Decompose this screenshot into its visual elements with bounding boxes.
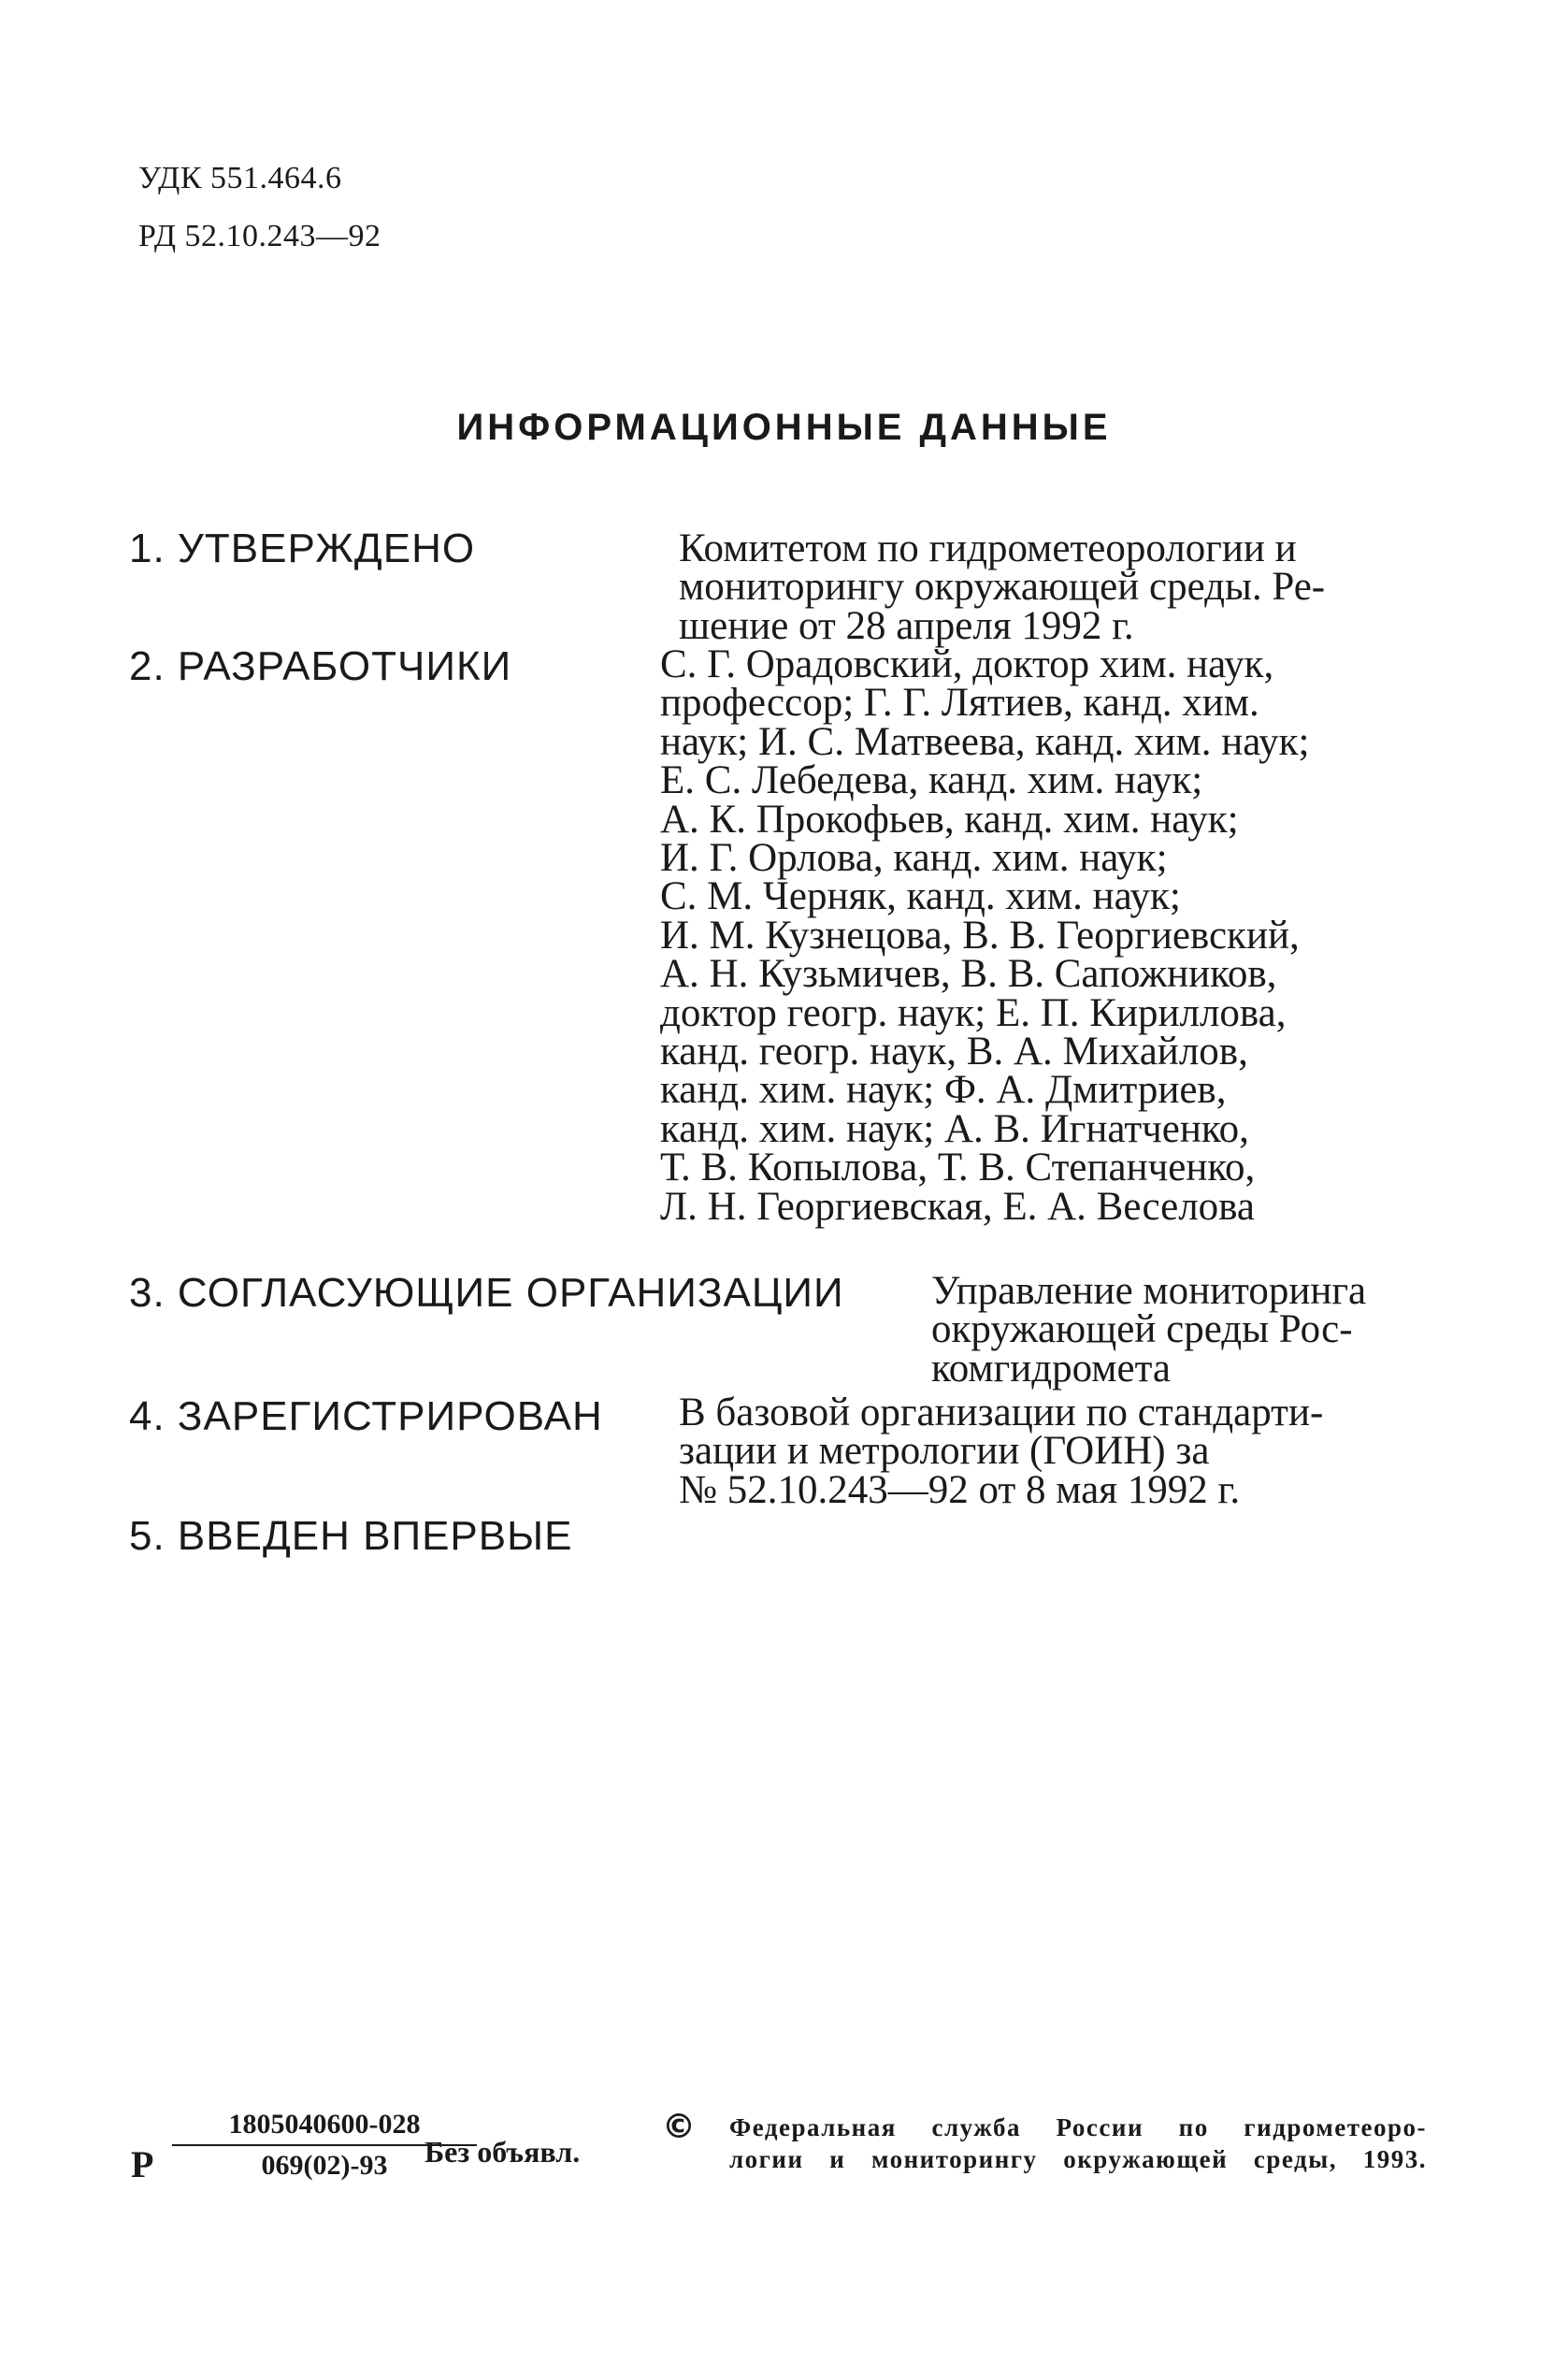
text-line: канд. хим. наук; А. В. Игнатченко, (660, 1106, 1249, 1151)
text-line: Федеральная служба России по гидрометеоро- (729, 2113, 1427, 2141)
text-line: А. К. Прокофьев, канд. хим. наук; (660, 797, 1239, 842)
text-line: В базовой организации по стандарти- (679, 1391, 1324, 1434)
text-line: Т. В. Копылова, Т. В. Степанченко, (660, 1146, 1256, 1190)
text-line: мониторингу окружающей среды. Ре- (679, 565, 1326, 610)
item-4-value (679, 1391, 1427, 1512)
item-4-label: 4. ЗАРЕГИСТРИРОВАН (129, 1393, 603, 1439)
item-3-label: 3. СОГЛАСУЮЩИЕ ОРГАНИЗАЦИИ (129, 1270, 844, 1316)
text-line: С. Г. Орадовский, доктор хим. наук, (660, 642, 1274, 686)
item-1-value (679, 526, 1427, 648)
text-line: А. Н. Кузьмичев, В. В. Сапожников, (660, 952, 1277, 997)
item-5-label: 5. ВВЕДЕН ВПЕРВЫЕ (129, 1513, 573, 1559)
no-announcement-note: Без объявл. (424, 2135, 581, 2169)
text-line: логии и мониторингу окружающей среды, 1993. (729, 2145, 1427, 2173)
text-line: № 52.10.243—92 от 8 мая 1992 г. (679, 1467, 1241, 1512)
item-3-value (931, 1269, 1427, 1391)
text-line: Л. Н. Георгиевская, Е. А. Веселова (660, 1184, 1255, 1229)
text-line: профессор; Г. Г. Лятиев, канд. хим. (660, 681, 1259, 726)
text-line: наук; И. С. Матвеева, канд. хим. наук; (660, 719, 1310, 764)
text-line: канд. хим. наук; Ф. А. Дмитриев, (660, 1068, 1227, 1113)
fraction-denominator: 069(02)-93 (261, 2150, 388, 2181)
item-2-label: 2. РАЗРАБОТЧИКИ (129, 643, 512, 689)
rd-code: РД 52.10.243—92 (138, 219, 381, 253)
fraction-numerator: 1805040600-028 (228, 2109, 421, 2140)
item-1-label: 1. УТВЕРЖДЕНО (129, 526, 476, 571)
text-line: зации и метрологии (ГОИН) за (679, 1429, 1210, 1474)
text-line: доктор геогр. наук; Е. П. Кириллова, (660, 990, 1287, 1035)
text-line: С. М. Черняк, канд. хим. наук; (660, 874, 1181, 919)
copyright-text (729, 2112, 1427, 2175)
text-line: канд. геогр. наук, В. А. Михайлов, (660, 1030, 1248, 1074)
text-line: И. М. Кузнецова, В. В. Георгиевский, (660, 913, 1300, 958)
text-line: комгидромета (931, 1346, 1172, 1391)
text-line: Управление мониторинга (931, 1269, 1367, 1313)
udk-code: УДК 551.464.6 (138, 161, 342, 195)
p-letter: Р (131, 2143, 154, 2185)
copyright-icon: © (662, 2108, 696, 2146)
text-line: Комитетом по гидрометеорологии и (679, 526, 1297, 570)
text-line: шение от 28 апреля 1992 г. (679, 603, 1134, 648)
text-line: окружающей среды Рос- (931, 1307, 1353, 1352)
text-line: Е. С. Лебедева, канд. хим. наук; (660, 758, 1203, 803)
text-line: И. Г. Орлова, канд. хим. наук; (660, 836, 1168, 881)
item-2-value (660, 642, 1427, 1229)
page-title: ИНФОРМАЦИОННЫЕ ДАННЫЕ (456, 407, 1112, 448)
